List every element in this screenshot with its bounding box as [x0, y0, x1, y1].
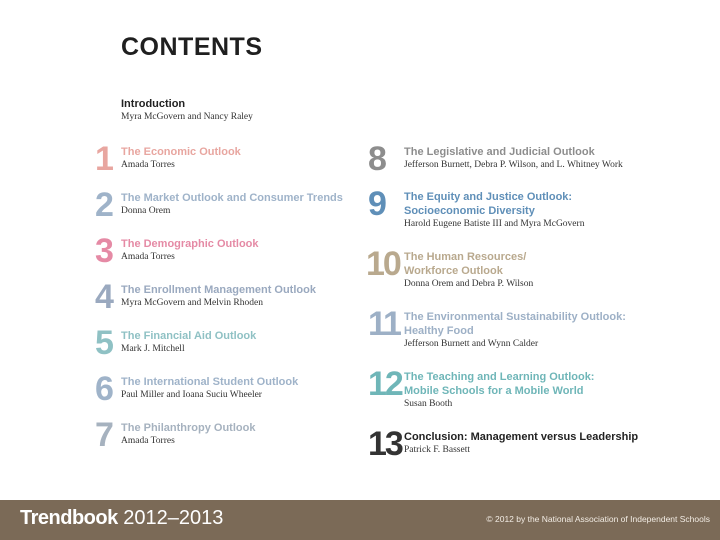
- chapter-title: The Legislative and Judicial Outlook: [404, 146, 595, 158]
- chapter-number: 6: [95, 370, 112, 408]
- chapter-authors: Myra McGovern and Melvin Rhoden: [121, 298, 263, 308]
- chapter-number: 10: [366, 245, 400, 283]
- chapter-title: The International Student Outlook: [121, 376, 299, 388]
- chapter-title: The Enrollment Management Outlook: [121, 284, 316, 296]
- chapter-authors: Harold Eugene Batiste III and Myra McGovern: [404, 219, 585, 229]
- chapter-number: 12: [368, 365, 402, 403]
- chapter-authors: Mark J. Mitchell: [121, 344, 185, 354]
- chapter-authors: Donna Orem: [121, 206, 171, 216]
- chapter-title-line2: Workforce Outlook: [404, 265, 503, 277]
- chapter-title: The Financial Aid Outlook: [121, 330, 257, 342]
- trendbook-logo: [20, 507, 223, 530]
- chapter-number: 1: [95, 140, 112, 178]
- chapter-number: 11: [368, 305, 400, 343]
- introduction-title: Introduction: [121, 98, 186, 110]
- chapter-authors: Susan Booth: [404, 399, 453, 409]
- chapter-title: The Equity and Justice Outlook:: [404, 191, 573, 203]
- brand-year: 2012–2013: [123, 507, 224, 529]
- introduction-authors: Myra McGovern and Nancy Raley: [121, 112, 253, 122]
- chapter-title-line2: Socioeconomic Diversity: [404, 205, 535, 217]
- chapter-title: The Economic Outlook: [121, 146, 241, 158]
- chapter-title: The Human Resources/: [404, 251, 527, 263]
- chapter-authors: Patrick F. Bassett: [404, 445, 470, 455]
- toc-introduction[interactable]: [121, 98, 253, 122]
- footer-bar: [0, 500, 720, 540]
- brand-name: Trendbook: [20, 507, 118, 529]
- chapter-title: The Market Outlook and Consumer Trends: [121, 192, 343, 204]
- chapter-number: 4: [95, 278, 112, 316]
- chapter-title: The Philanthropy Outlook: [121, 422, 256, 434]
- chapter-title: The Teaching and Learning Outlook:: [404, 371, 595, 383]
- chapter-title-line2: Healthy Food: [404, 325, 474, 337]
- chapter-number: 7: [95, 416, 112, 454]
- chapter-number: 2: [95, 186, 112, 224]
- chapter-title: The Demographic Outlook: [121, 238, 259, 250]
- chapter-number: 3: [95, 232, 112, 270]
- page-title: CONTENTS: [121, 33, 263, 61]
- chapter-authors: Amada Torres: [121, 160, 175, 170]
- chapter-title: Conclusion: Management versus Leadership: [404, 431, 639, 443]
- chapter-authors: Amada Torres: [121, 252, 175, 262]
- chapter-authors: Amada Torres: [121, 436, 175, 446]
- chapter-authors: Jefferson Burnett and Wynn Calder: [404, 339, 539, 349]
- chapter-authors: Jefferson Burnett, Debra P. Wilson, and L. Whitney Work: [404, 160, 623, 170]
- copyright-text: © 2012 by the National Association of Independent Schools: [486, 514, 710, 524]
- chapter-authors: Paul Miller and Ioana Suciu Wheeler: [121, 390, 262, 400]
- chapter-number: 13: [368, 425, 402, 463]
- chapter-title-line2: Mobile Schools for a Mobile World: [404, 385, 584, 397]
- chapter-title: The Environmental Sustainability Outlook:: [404, 311, 626, 323]
- chapter-number: 9: [368, 185, 385, 223]
- chapter-number: 8: [368, 140, 385, 178]
- chapter-number: 5: [95, 324, 112, 362]
- chapter-authors: Donna Orem and Debra P. Wilson: [404, 279, 534, 289]
